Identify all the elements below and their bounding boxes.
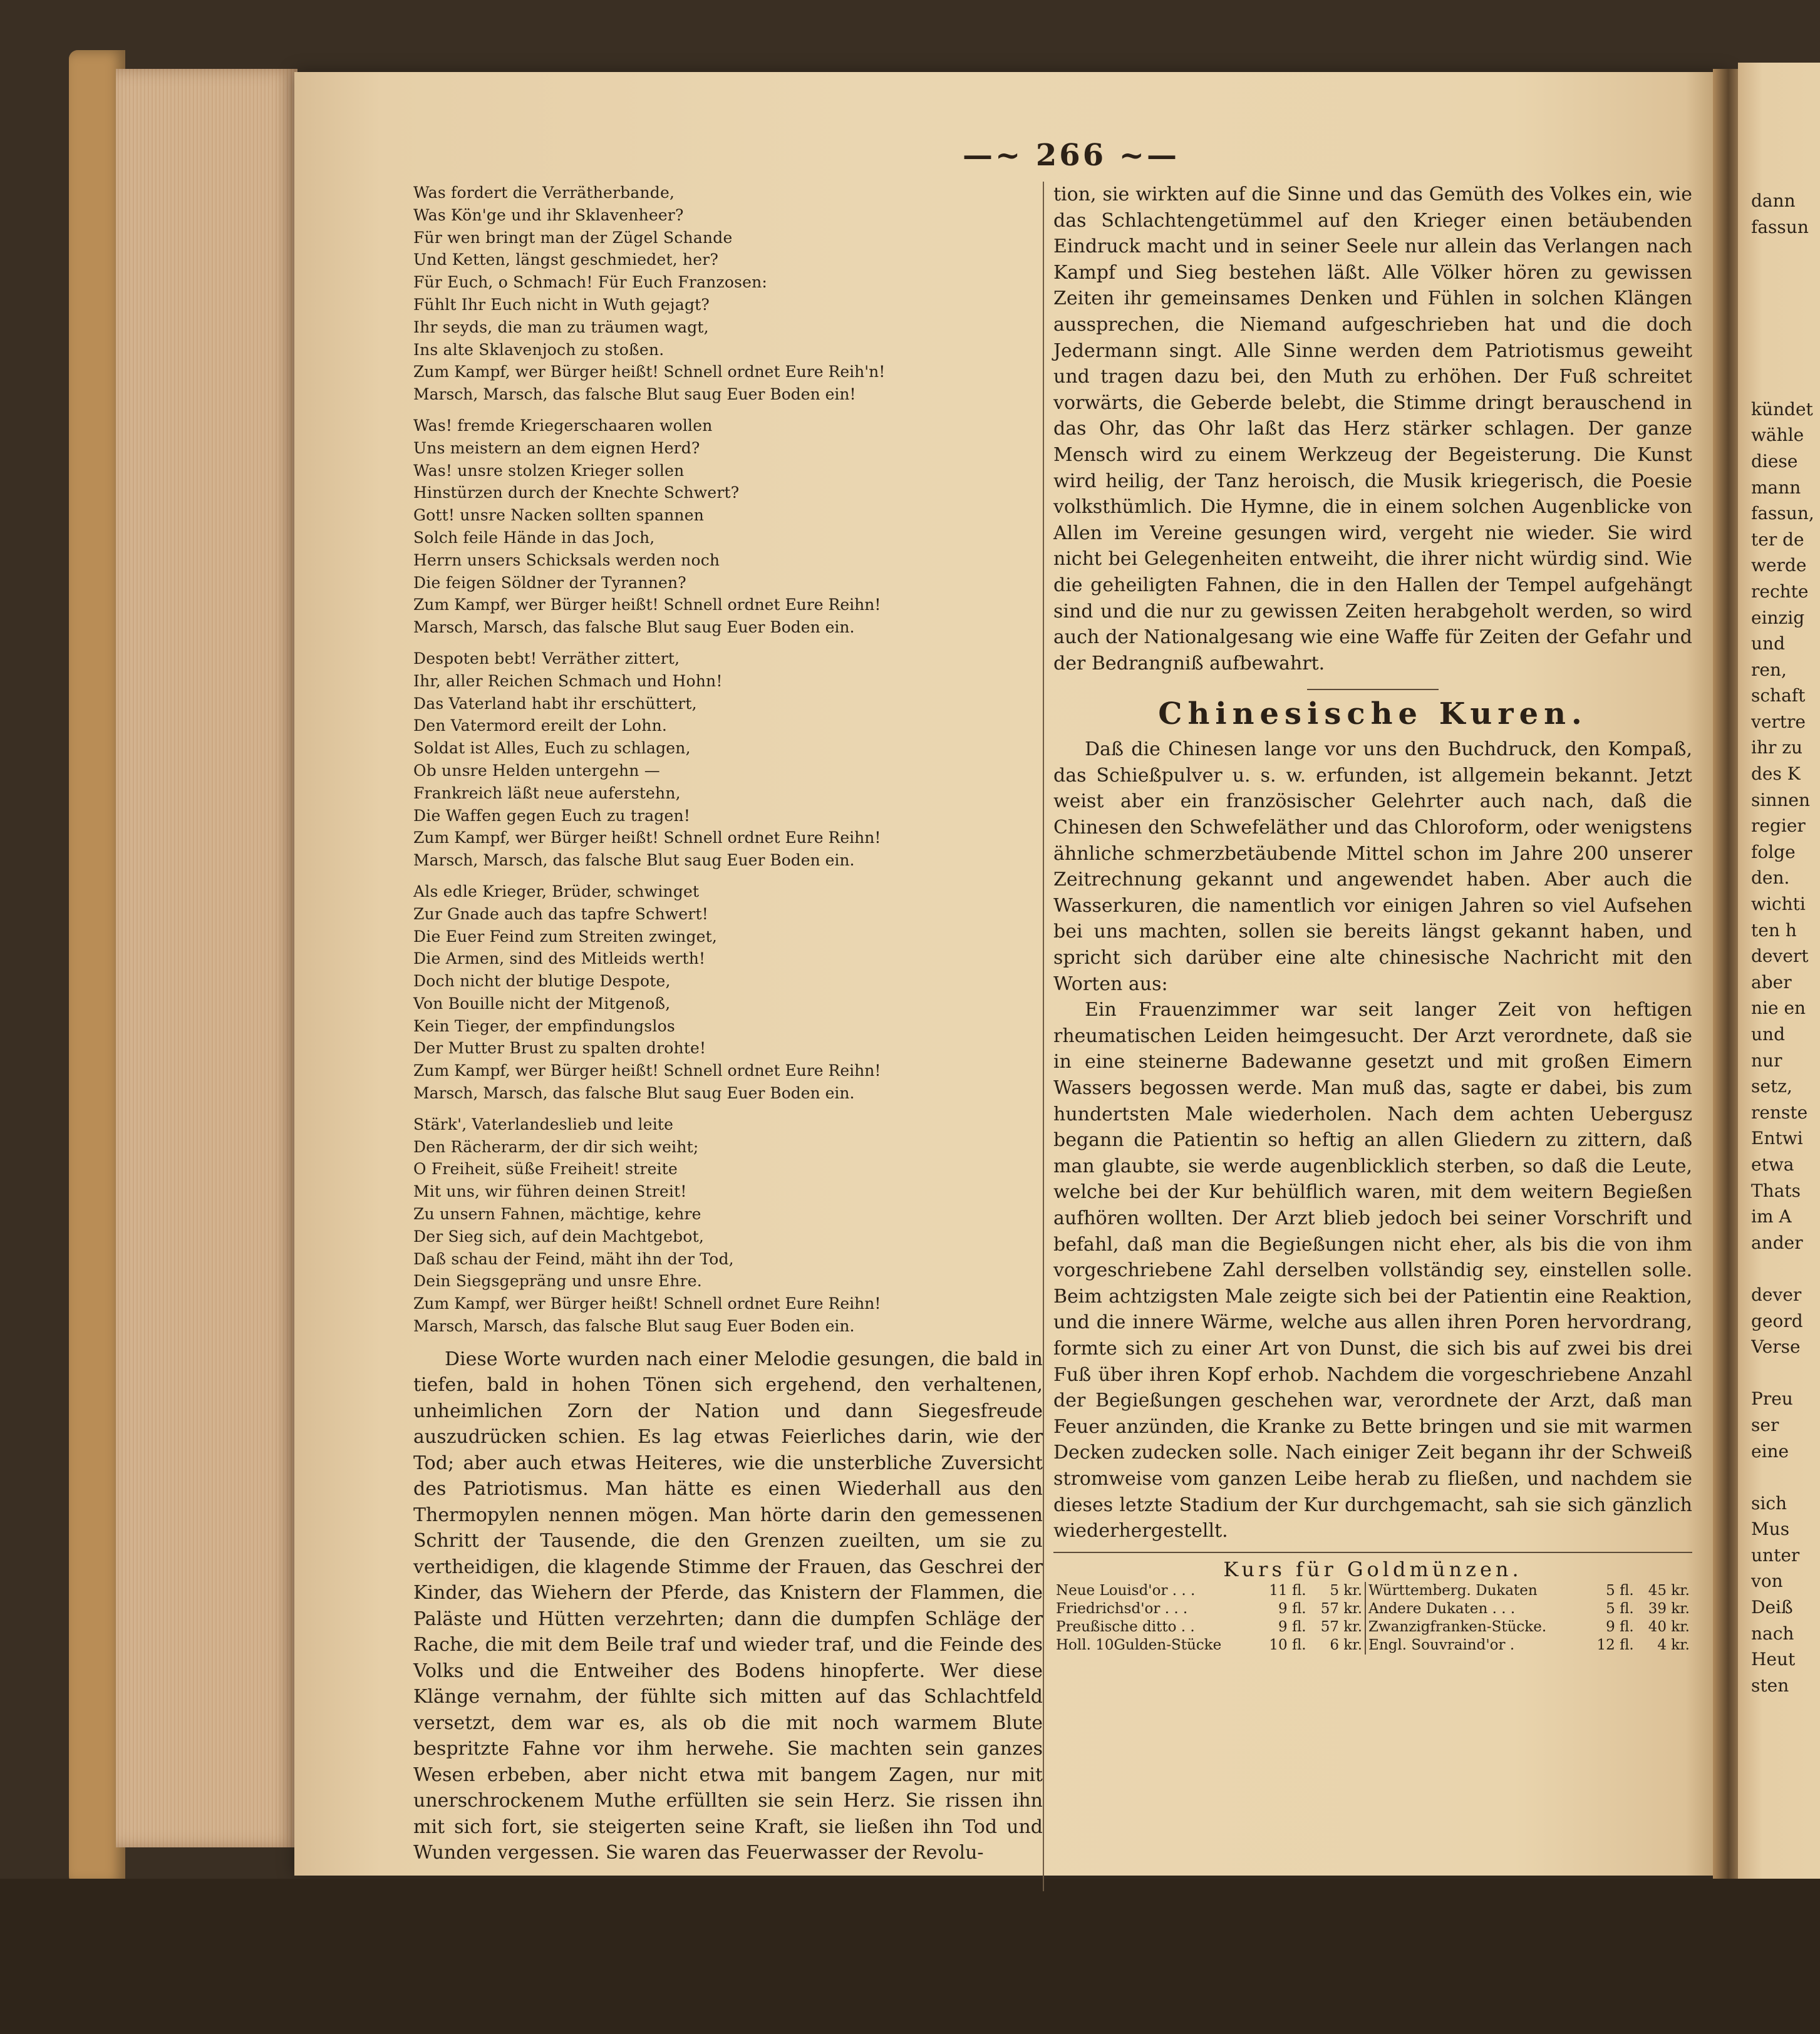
- poem-line: Von Bouille nicht der Mitgenoß,: [413, 994, 671, 1013]
- facing-page-word: den.: [1751, 867, 1790, 889]
- facing-page-word: [1751, 370, 1820, 396]
- facing-page-word: devert: [1751, 946, 1809, 967]
- poem-stanza: [413, 1113, 1043, 1338]
- poem-line: Was! unsre stolzen Krieger sollen: [413, 461, 685, 480]
- kurs-table: [1053, 1582, 1692, 1655]
- kurs-cell-r-fl: 5 fl.: [1606, 1600, 1634, 1617]
- poem-line: Ihr, aller Reichen Schmach und Hohn!: [413, 671, 723, 690]
- poem-refrain-line: Zum Kampf, wer Bürger heißt! Schnell ordnet Eure Reihn!: [413, 1294, 881, 1313]
- poem-line: Ins alte Sklavenjoch zu stoßen.: [413, 340, 664, 359]
- poem-line: Hinstürzen durch der Knechte Schwert?: [413, 483, 740, 502]
- right-prose-paragraph: tion, sie wirkten auf die Sinne und das Gemüth des Volkes ein, wie das Schlachtengetümmel auf den Krieger einen betäubenden Eindruck macht und in seiner Seele nur allein das Verlangen nach Kampf und Sieg bestehen läßt. Alle Völker hören zu gewissen Zeiten ihr gemeinsames Denken und Fühlen in solchen Klängen aussprechen, die Niemand aufgeschrieben hat und die doch Jedermann singt. Alle Sinne werden dem Patriotismus geweiht und tragen dazu bei, den Muth zu erhöhen. Der Fuß schreitet vorwärts, die Geberde belebt, die Stimme dringt berauschend in das Ohr, das Ohr laßt das Herz stärker schlagen. Der ganze Mensch wird zu einem Werkzeug der Begeisterung. Die Kunst wird heilig, der Tanz heroisch, die Musik kriegerisch, die Poesie volksthümlich. Die Hymne, die in einem solchen Augenblicke von Allen im Vereine gesungen wird, vergeht nie wieder. Sie wird nicht bei Gelegenheiten entweiht, die ihrer nicht würdig sind. Wie die geheiligten Fahnen, die in den Hallen der Tempel aufgehängt sind und die nur zu gewissen Zeiten herabgeholt werden, so wird auch der Nationalgesang wie eine Waffe für Zeiten der Gefahr und der Bedrangniß aufbewahrt.: [1053, 183, 1692, 674]
- poem-line: Doch nicht der blutige Despote,: [413, 972, 671, 991]
- facing-page-word: ander: [1751, 1232, 1803, 1253]
- facing-page-word: setz,: [1751, 1076, 1792, 1097]
- facing-page-word: wähle: [1751, 425, 1804, 446]
- facing-page-word: und: [1751, 633, 1785, 654]
- facing-page-word: renste: [1751, 1102, 1808, 1123]
- poem-line: Den Rächerarm, der dir sich weiht;: [413, 1137, 699, 1156]
- poem-refrain-line: Marsch, Marsch, das falsche Blut saug Euer Boden ein.: [413, 618, 855, 637]
- poem-line: Ob unsre Helden untergehn —: [413, 761, 660, 780]
- facing-page-word: etwa: [1751, 1154, 1794, 1175]
- section-title: Chinesische Kuren.: [1158, 696, 1588, 732]
- poem-stanza: [413, 182, 1043, 406]
- facing-page-word: von: [1751, 1571, 1783, 1592]
- poem-line: Herrn unsers Schicksals werden noch: [413, 550, 720, 569]
- poem-line: Ihr seyds, die man zu träumen wagt,: [413, 317, 709, 336]
- section-paragraph-2: Ein Frauenzimmer war seit langer Zeit von heftigen rheumatischen Leiden heimgesucht. Der Arzt verordnete, daß sie in eine steinerne Badewanne gesetzt und mit großen Eimern Wassers begossen werde. Man muß das, sagte er dabei, bis zum hundertsten Male wiederholen. Nach dem achten Uebergusz begann die Patientin so heftig an allen Gliedern zu zittern, daß man glaubte, sie werde augenblicklich sterben, so daß die Leute, welche bei der Kur behülflich waren, mit dem weitern Begießen aufhören wollten. Der Arzt blieb jedoch bei seiner Vorschrift und befahl, daß man die Begießungen nicht eher, als bis die von ihm vorgeschriebene Zahl derselben vollständig sey, einstellen solle. Beim achtzigsten Male zeigte sich bei der Patientin eine Reaktion, und die innere Wärme, welche aus allen ihren Poren hervordrang, formte sich zu einer Art von Dunst, die sich bis auf zwei bis drei Fuß über ihren Kopf erhob. Nachdem die vorgeschriebene Anzahl der Begießungen geschehen war, verordnete der Arzt, daß man Feuer anzünden, die Kranke zu Bette bringen und sie mit warmen Decken zudecken solle. Nach einiger Zeit begann ihr der Schweiß stromweise vom ganzen Leibe herab zu fließen, und nachdem sie dieses letzte Stadium der Kur durchgemacht, sah sie sich gänzlich wiederhergestellt.: [1053, 999, 1692, 1542]
- facing-page-word: ser: [1751, 1414, 1779, 1435]
- facing-page-word: geord: [1751, 1310, 1803, 1331]
- kurs-cell-l-kr: 57 kr.: [1309, 1600, 1365, 1618]
- poem-line: Stärk', Vaterlandeslieb und leite: [413, 1115, 674, 1133]
- kurs-row: [1053, 1600, 1692, 1618]
- kurs-row: [1053, 1618, 1692, 1636]
- facing-page-word: Preu: [1751, 1388, 1793, 1410]
- facing-page-word: Thats: [1751, 1180, 1801, 1201]
- kurs-rule: [1053, 1552, 1692, 1553]
- facing-page-word: [1751, 292, 1820, 318]
- facing-page-word: [1751, 318, 1820, 344]
- poem-line: Der Mutter Brust zu spalten drohte!: [413, 1039, 706, 1058]
- facing-page-word: Mus: [1751, 1519, 1790, 1540]
- facing-page-word: [1751, 1464, 1820, 1490]
- kurs-cell-r-fl: 9 fl.: [1606, 1618, 1634, 1635]
- poem-line: Was Kön'ge und ihr Sklavenheer?: [413, 205, 684, 224]
- poem: [413, 182, 1043, 1338]
- facing-page-word: Verse: [1751, 1336, 1801, 1358]
- poem-line: Die Waffen gegen Euch zu tragen!: [413, 806, 691, 825]
- facing-page-word: aber: [1751, 971, 1792, 993]
- facing-page-word: einzig: [1751, 607, 1805, 628]
- poem-line: Fühlt Ihr Euch nicht in Wuth gejagt?: [413, 295, 710, 314]
- poem-line: Dein Siegsgepräng und unsre Ehre.: [413, 1272, 702, 1291]
- facing-page-word: ren,: [1751, 659, 1787, 680]
- kurs-cell-r-name: Zwanzigfranken-Stücke.: [1368, 1618, 1547, 1635]
- facing-page-word: nach: [1751, 1623, 1794, 1644]
- facing-page-word: [1751, 1360, 1820, 1386]
- facing-page-word: Deiß: [1751, 1597, 1793, 1618]
- poem-refrain-line: Marsch, Marsch, das falsche Blut saug Euer Boden ein!: [413, 385, 856, 404]
- facing-page-word: ter de: [1751, 529, 1804, 550]
- poem-refrain-line: Zum Kampf, wer Bürger heißt! Schnell ordnet Eure Reihn!: [413, 1061, 881, 1080]
- poem-line: Für wen bringt man der Zügel Schande: [413, 228, 733, 247]
- poem-refrain-line: Marsch, Marsch, das falsche Blut saug Euer Boden ein.: [413, 851, 855, 870]
- facing-page-word: und: [1751, 1024, 1785, 1045]
- kurs-cell-l-fl: 9 fl.: [1278, 1618, 1306, 1635]
- poem-line: Die Euer Feind zum Streiten zwinget,: [413, 927, 718, 946]
- facing-page-word: nie en: [1751, 998, 1806, 1019]
- kurs-cell-r-fl: 5 fl.: [1606, 1582, 1634, 1599]
- poem-line: Solch feile Hände in das Joch,: [413, 528, 655, 547]
- kurs-cell-r-name: Andere Dukaten . . .: [1368, 1600, 1516, 1617]
- poem-line: Zu unsern Fahnen, mächtige, kehre: [413, 1205, 701, 1224]
- facing-page-word: dever: [1751, 1284, 1802, 1305]
- right-column: [1053, 182, 1692, 1655]
- kurs-cell-l-name: Holl. 10Gulden-Stücke: [1056, 1636, 1222, 1653]
- kurs-cell-l-fl: 9 fl.: [1278, 1600, 1306, 1617]
- facing-page-word: vertre: [1751, 711, 1806, 732]
- poem-refrain-line: Zum Kampf, wer Bürger heißt! Schnell ordnet Eure Reih'n!: [413, 363, 886, 381]
- left-column: [413, 182, 1043, 1885]
- poem-line: Soldat ist Alles, Euch zu schlagen,: [413, 739, 691, 758]
- poem-line: Gott! unsre Nacken sollten spannen: [413, 506, 705, 525]
- facing-page-word: rechte: [1751, 581, 1809, 602]
- section-paragraph-1: Daß die Chinesen lange vor uns den Buchdruck, den Kompaß, das Schießpulver u. s. w. erfunden, ist allgemein bekannt. Jetzt weist aber ein französischer Gelehrter auch nach, daß die Chinesen den Schwefeläther und das Chloroform, oder wenigstens ähnliche schmerzbetäubende Mittel schon im Jahre 200 unserer Zeitrechnung gekannt und angewendet haben. Aber auch die Wasserkuren, die namentlich vor einigen Jahren so viel Aufsehen bei uns machten, sollen sie bereits längst gekannt haben, und spricht sich darüber eine alte chinesische Nachricht mit den Worten aus:: [1053, 738, 1692, 995]
- poem-line: Das Vaterland habt ihr erschüttert,: [413, 694, 697, 713]
- facing-page-word: unter: [1751, 1544, 1800, 1566]
- facing-page-word: sten: [1751, 1675, 1789, 1696]
- left-prose-paragraph: Diese Worte wurden nach einer Melodie gesungen, die bald in tiefen, bald in hohen Tönen sich ergehend, den verhaltenen, unheimlichen Zorn der Nation und dann Siegesfreude auszudrücken schien. Es lag etwas Feierliches darin, wie der Tod; aber auch etwas Heiteres, wie die unsterbliche Zuversicht des Patriotismus. Man hätte es einen Wiederhall aus den Thermopylen nennen mögen. Man hörte darin den gemessenen Schritt der Tausende, die den Grenzen zueilten, um sie zu vertheidigen, die klagende Stimme der Frauen, das Geschrei der Kinder, das Wiehern der Pferde, das Knistern der Flammen, die Paläste und Hütten verzehrten; dann die dumpfen Schläge der Rache, die mit dem Beile traf und wieder traf, und die Feinde des Volks und die Entweiher des Bodens hinopferte. Wer diese Klänge vernahm, der fühlte sich mitten auf das Schlachtfeld versetzt, dem war es, als ob die mit noch warmem Blute bespritzte Fahne vor ihm herwehe. Sie machten sein ganzes Wesen erbeben, aber nicht etwa mit bangem Zagen, nur mit unerschrockenem Muthe erfüllten sie sein Herz. Sie rissen ihn mit sich fort, sie steigerten seine Kraft, sie ließen ihn Tod und Wunden vergessen. Sie waren das Feuerwasser der Revolu-: [413, 1348, 1043, 1864]
- poem-line: Kein Tieger, der empfindungslos: [413, 1016, 675, 1035]
- kurs-cell-l-kr: 5 kr.: [1309, 1582, 1365, 1600]
- facing-page-word: [1751, 1256, 1820, 1282]
- kurs-cell-l-name: Friedrichsd'or . . .: [1056, 1600, 1188, 1617]
- kurs-cell-l-name: Neue Louisd'or . . .: [1056, 1582, 1196, 1599]
- facing-page-word: regier: [1751, 815, 1806, 837]
- kurs-cell-r-fl: 12 fl.: [1596, 1636, 1634, 1653]
- poem-line: Daß schau der Feind, mäht ihn der Tod,: [413, 1249, 734, 1268]
- facing-page-word: [1751, 266, 1820, 292]
- facing-page-word: schaft: [1751, 685, 1806, 706]
- kurs-row: [1053, 1636, 1692, 1655]
- kurs-cell-r-name: Engl. Souvraind'or .: [1368, 1636, 1515, 1653]
- poem-line: Was! fremde Kriegerschaaren wollen: [413, 416, 713, 435]
- facing-page-word: [1751, 240, 1820, 266]
- poem-line: Mit uns, wir führen deinen Streit!: [413, 1182, 687, 1201]
- poem-refrain-line: Zum Kampf, wer Bürger heißt! Schnell ordnet Eure Reihn!: [413, 596, 881, 614]
- facing-page-word: ihr zu: [1751, 737, 1803, 758]
- facing-page-word: kündet: [1751, 398, 1813, 420]
- kurs-cell-r-kr: 4 kr.: [1657, 1636, 1690, 1653]
- poem-line: Den Vatermord ereilt der Lohn.: [413, 716, 668, 735]
- facing-page-word: fassun: [1751, 216, 1809, 237]
- section-rule: [1307, 689, 1439, 690]
- kurs-cell-l-fl: 11 fl.: [1269, 1582, 1306, 1599]
- facing-page-word: eine: [1751, 1440, 1789, 1462]
- poem-stanza: [413, 415, 1043, 639]
- poem-line: Für Euch, o Schmach! Für Euch Franzosen:: [413, 273, 768, 292]
- facing-page-word: nur: [1751, 1050, 1782, 1071]
- page-stack-edge: [116, 69, 297, 1847]
- kurs-cell-l-kr: 6 kr.: [1309, 1636, 1365, 1655]
- poem-refrain-line: Zum Kampf, wer Bürger heißt! Schnell ordnet Eure Reihn!: [413, 829, 881, 847]
- poem-stanza: [413, 880, 1043, 1105]
- poem-line: Die Armen, sind des Mitleids werth!: [413, 949, 706, 968]
- facing-page-word: werde: [1751, 555, 1807, 576]
- poem-line: O Freiheit, süße Freiheit! streite: [413, 1160, 678, 1179]
- kurs-title: Kurs für Goldmünzen.: [1223, 1557, 1523, 1581]
- background-surface: [0, 1879, 1820, 2034]
- book-gutter: [1713, 69, 1741, 1879]
- poem-refrain-line: Marsch, Marsch, das falsche Blut saug Euer Boden ein.: [413, 1317, 855, 1336]
- poem-refrain-line: Marsch, Marsch, das falsche Blut saug Euer Boden ein.: [413, 1084, 855, 1103]
- facing-page-word: wichti: [1751, 894, 1806, 915]
- kurs-row: [1053, 1582, 1692, 1600]
- poem-line: Uns meistern an dem eignen Herd?: [413, 438, 700, 457]
- facing-page-word: [1751, 344, 1820, 371]
- facing-page-word: mann: [1751, 477, 1801, 498]
- facing-page-word: diese: [1751, 450, 1798, 472]
- poem-line: Frankreich läßt neue auferstehn,: [413, 783, 681, 802]
- poem-line: Die feigen Söldner der Tyrannen?: [413, 573, 686, 592]
- poem-line: Was fordert die Verrätherbande,: [413, 183, 675, 202]
- facing-page-word: fassun,: [1751, 503, 1814, 524]
- kurs-cell-l-kr: 57 kr.: [1309, 1618, 1365, 1636]
- kurs-cell-r-kr: 40 kr.: [1648, 1618, 1690, 1635]
- poem-line: Als edle Krieger, Brüder, schwinget: [413, 882, 700, 901]
- poem-line: Zur Gnade auch das tapfre Schwert!: [413, 904, 708, 923]
- kurs-cell-l-fl: 10 fl.: [1269, 1636, 1306, 1653]
- page-number: —~ 266 ~—: [962, 138, 1180, 173]
- facing-page-word: dann: [1751, 190, 1796, 211]
- poem-line: Der Sieg sich, auf dein Machtgebot,: [413, 1227, 704, 1246]
- poem-line: Despoten bebt! Verräther zittert,: [413, 649, 680, 668]
- facing-page-word: folge: [1751, 841, 1796, 862]
- facing-page-word: ten h: [1751, 919, 1797, 941]
- facing-page-text: [1751, 188, 1820, 1698]
- facing-page-word: sinnen: [1751, 789, 1810, 810]
- kurs-cell-r-kr: 45 kr.: [1648, 1582, 1690, 1599]
- facing-page-word: im A: [1751, 1206, 1792, 1227]
- kurs-cell-l-name: Preußische ditto . .: [1056, 1618, 1195, 1635]
- kurs-cell-r-kr: 39 kr.: [1648, 1600, 1690, 1617]
- column-divider: [1043, 182, 1044, 1891]
- facing-page-word: Heut: [1751, 1649, 1796, 1670]
- kurs-cell-r-name: Württemberg. Dukaten: [1368, 1582, 1538, 1599]
- poem-line: Und Ketten, längst geschmiedet, her?: [413, 250, 719, 269]
- facing-page-word: sich: [1751, 1492, 1787, 1514]
- facing-page-word: des K: [1751, 763, 1801, 785]
- facing-page-word: Entwi: [1751, 1128, 1803, 1149]
- poem-stanza: [413, 648, 1043, 872]
